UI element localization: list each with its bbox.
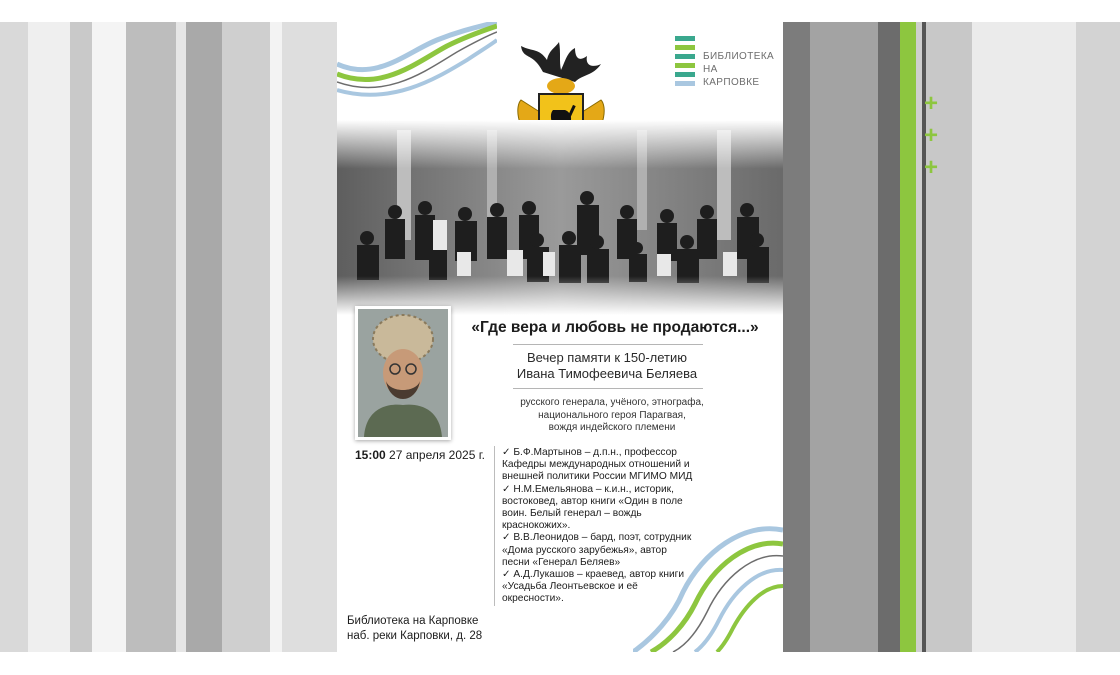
plus-icon: +	[924, 154, 939, 181]
event-description: русского генерала, учёного, этнографа, национального героя Парагвая, вождя индейского племени	[520, 397, 704, 433]
speaker-item: ✓ А.Д.Лукашов – краевед, автор книги «Усадьба Леонтьевское и её окресности».	[502, 569, 685, 605]
venue-address: Библиотека на Карповке наб. реки Карповки, д. 28	[347, 615, 483, 642]
divider	[494, 446, 495, 606]
event-subtitle: Вечер памяти к 150-летию Ивана Тимофеевича Беляева	[516, 350, 698, 381]
speaker-item: ✓ Н.М.Емельянова – к.и.н., историк, востоковед, автор книги «Один в поле воин. Белый генерал – вождь краснокожих».	[502, 483, 683, 532]
plus-icon: +	[924, 122, 939, 149]
divider	[513, 388, 703, 389]
event-date: 27 апреля 2025 г.	[389, 448, 485, 462]
top-wave-decoration	[337, 22, 497, 102]
portrait-photo	[355, 306, 451, 440]
historical-group-photo	[337, 120, 783, 315]
event-datetime	[355, 448, 485, 462]
event-title: «Где вера и любовь не продаются...»	[471, 319, 759, 336]
speaker-item: ✓ В.В.Леонидов – бард, поэт, сотрудник «Дома русского зарубежья», автор песни «Генерал Беляев»	[502, 532, 692, 568]
plus-icon: +	[924, 90, 939, 117]
library-logo-icon	[675, 36, 697, 92]
library-logo-text: БИБЛИОТЕКА НА КАРПОВКЕ	[703, 51, 775, 88]
divider	[513, 344, 703, 345]
event-time: 15:00	[355, 448, 386, 462]
bottom-wave-decoration	[633, 512, 783, 652]
event-poster	[337, 22, 783, 652]
speaker-item: ✓ Б.Ф.Мартынов – д.п.н., профессор Кафедры международных отношений и внешней политики России МГИМО МИД	[502, 447, 693, 483]
